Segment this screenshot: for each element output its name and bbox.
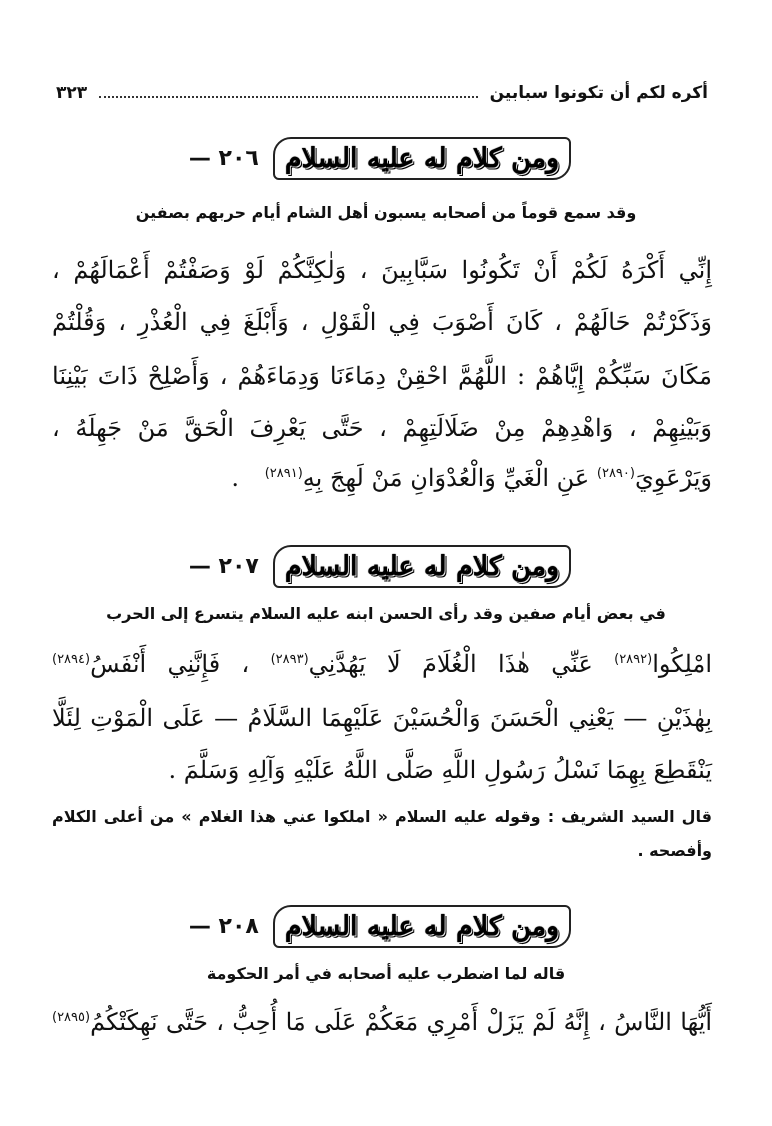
text-line-last <box>52 466 712 490</box>
footnote-ref: (٢٨٩٢) <box>614 652 653 667</box>
section-context: قاله لما اضطرب عليه أصحابه في أمر الحكومة <box>206 964 566 983</box>
footnote-ref: (٢٨٩٤) <box>52 652 91 667</box>
text-fragment: ، فَإِنَّنِي أَنْفَسُ <box>90 650 250 678</box>
text-line <box>52 1010 712 1034</box>
running-title: أكره لكم أن تكونوا سبابين <box>489 83 708 103</box>
text-line: بِهٰذَيْنِ — يَعْنِي الْحَسَنَ وَالْحُسَيْنَ عَلَيْهِمَا السَّلَامُ — عَلَى الْمَوْتِ لِئَلَّا <box>52 704 712 732</box>
text-fragment: . <box>231 464 240 492</box>
section-title-ornament: ومن كلام له عليه السلام <box>273 905 571 948</box>
section-title-ornament: ومن كلام له عليه السلام <box>273 137 571 180</box>
footnote-ref: (٢٨٩٠) <box>596 466 635 481</box>
page-number: ٣٢٣ <box>56 83 88 103</box>
section-context: في بعض أيام صفين وقد رأى الحسن ابنه عليه السلام يتسرع إلى الحرب <box>106 604 666 623</box>
text-fragment: عَنِّي هٰذَا الْغُلَامَ لَا يَهُدَّنِي <box>308 650 593 678</box>
section-number: ٢٠٨ — <box>188 913 259 939</box>
footnote-ref: (٢٨٩٣) <box>270 652 309 667</box>
text-fragment: امْلِكُوا <box>652 650 712 678</box>
text-line <box>52 652 712 676</box>
text-fragment: وَيَرْعَوِيَ <box>634 464 712 492</box>
text-fragment: عَنِ الْغَيِّ وَالْعُدْوَانِ مَنْ لَهِجَ بِهِ <box>302 464 590 492</box>
section-title-ornament: ومن كلام له عليه السلام <box>273 545 571 588</box>
text-line: إِنِّي أَكْرَهُ لَكُمْ أَنْ تَكُونُوا سَبَّابِينَ ، وَلٰكِنَّكُمْ لَوْ وَصَفْتُمْ أَعْمَالَهُمْ ، <box>52 256 712 284</box>
section-heading-206 <box>120 128 640 188</box>
editor-remark: قال السيد الشريف : وقوله عليه السلام « املكوا عني هذا الغلام » من أعلى الكلام وأفصحه . <box>52 807 712 860</box>
leader-dots <box>99 96 477 98</box>
section-heading-208 <box>120 896 640 956</box>
section-context: وقد سمع قوماً من أصحابه يسبون أهل الشام أيام حربهم بصفين <box>135 203 637 222</box>
text-line: يَنْقَطِعَ بِهِمَا نَسْلُ رَسُولِ اللَّهِ صَلَّى اللَّهُ عَلَيْهِ وَآلِهِ وَسَلَّمَ . <box>168 756 712 784</box>
text-line: وَبَيْنِهِمْ ، وَاهْدِهِمْ مِنْ ضَلَالَتِهِمْ ، حَتَّى يَعْرِفَ الْحَقَّ مَنْ جَهِلَهُ ، <box>52 414 712 442</box>
footnote-ref: (٢٨٩٥) <box>52 1010 91 1025</box>
section-heading-207 <box>120 536 640 596</box>
text-line: مَكَانَ سَبِّكُمْ إِيَّاهُمْ : اللَّهُمَّ احْقِنْ دِمَاءَنَا وَدِمَاءَهُمْ ، وَأَصْلِحْ ذَاتَ بَيْنِنَا <box>52 362 712 390</box>
text-line: وَذَكَرْتُمْ حَالَهُمْ ، كَانَ أَصْوَبَ فِي الْقَوْلِ ، وَأَبْلَغَ فِي الْعُذْرِ ، وَقُلْتُمْ <box>52 308 712 336</box>
running-header <box>56 76 708 110</box>
section-number: ٢٠٧ — <box>188 553 259 579</box>
text-fragment: أَيُّهَا النَّاسُ ، إِنَّهُ لَمْ يَزَلْ أَمْرِي مَعَكُمْ عَلَى مَا أُحِبُّ ، حَتَّى نَهِكَتْكُمُ <box>90 1008 712 1036</box>
section-number: ٢٠٦ — <box>188 145 259 171</box>
footnote-ref: (٢٨٩١) <box>264 466 303 481</box>
